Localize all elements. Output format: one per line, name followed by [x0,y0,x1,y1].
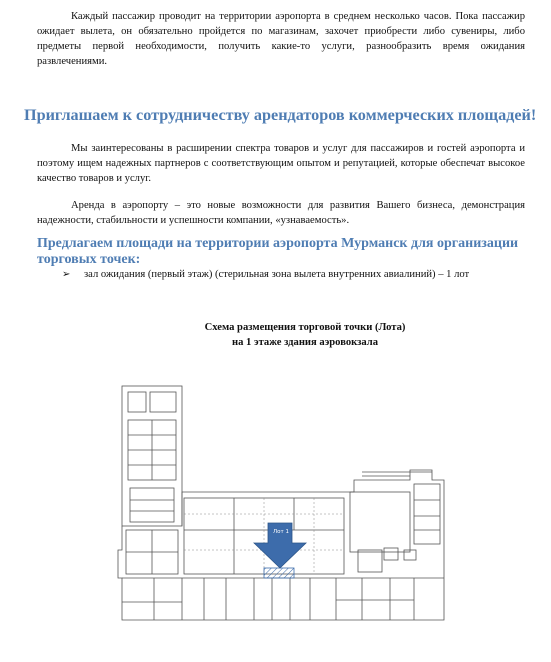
floor-plan-image [114,380,451,628]
lot-area [264,568,294,578]
floor-plan-walls [118,386,444,620]
heading-offer: Предлагаем площади на территории аэропорта Мурманск для организации торговых точек: [37,236,519,267]
paragraph-partners: Мы заинтересованы в расширении спектра товаров и услуг для пассажиров и гостей аэропорта и поэтому ищем надежных партнеров с соответствующим опытом и репутацией, которые обеспечат высокое качество товаров и услуг. [37,143,525,184]
bullet-text: зал ожидания (первый этаж) (стерильная зона вылета внутренних авиалиний) – 1 лот [84,269,470,280]
intro-paragraph: Каждый пассажир проводит на территории аэропорта в среднем несколько часов. Пока пассажир ожидает вылета, он обязательно пройдется по магазинам, захочет приобрести либо сувениры, либо предметы первой необходимости, получить какие-то услуги, разнообразить время ожидания развлечениями. [37,11,525,67]
lot-marker-label: Лот 1 [273,529,289,535]
bullet-arrow-icon: ➢ [62,269,71,280]
scheme-caption-line2: на 1 этаже здания аэровокзала [232,337,378,348]
heading-invite: Приглашаем к сотрудничеству арендаторов коммерческих площадей! [24,106,537,124]
scheme-caption-line1: Схема размещения торговой точки (Лота) [204,322,406,333]
paragraph-rent: Аренда в аэропорту – это новые возможности для развития Вашего бизнеса, демонстрация надежности, стабильности и успешности компании, «узнаваемость». [37,200,525,226]
floor-plan-gridlines [184,498,344,574]
